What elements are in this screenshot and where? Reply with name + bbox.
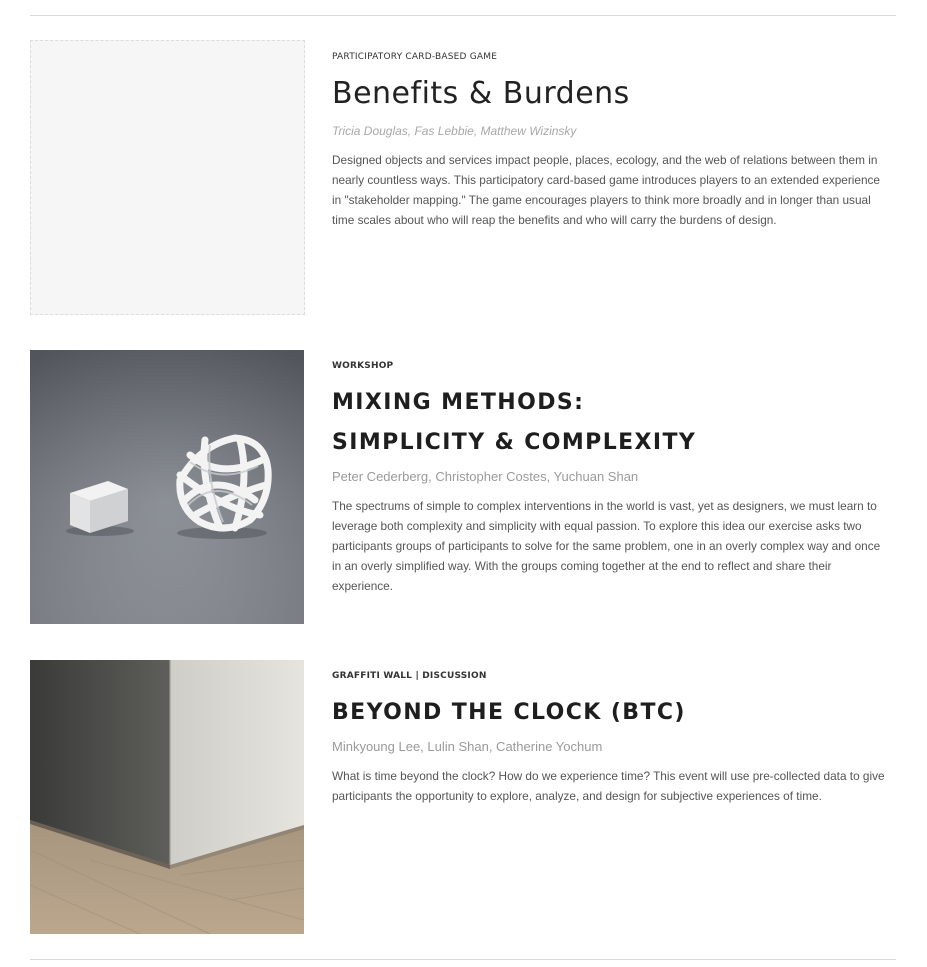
event-authors: Minkyoung Lee, Lulin Shan, Catherine Yochum xyxy=(332,739,603,754)
event-title[interactable]: BEYOND THE CLOCK (BTC) xyxy=(332,700,686,725)
bottom-divider xyxy=(30,959,896,960)
top-divider xyxy=(30,15,896,16)
event-description: What is time beyond the clock? How do we experience time? This event will use pre-collected data to give participants the opportunity to explore, analyze, and design for subjective experiences of time. xyxy=(332,769,885,803)
wall-corner-photo xyxy=(30,660,304,934)
event-entry-benefits-burdens xyxy=(30,40,896,316)
cube-sculpture-photo xyxy=(30,350,304,624)
event-entry-mixing-methods xyxy=(30,350,896,624)
event-image-placeholder[interactable] xyxy=(30,40,305,315)
event-authors: Peter Cederberg, Christopher Costes, Yuchuan Shan xyxy=(332,469,639,484)
event-image-cube-and-sculpture[interactable] xyxy=(30,350,304,624)
event-category: WORKSHOP xyxy=(332,361,394,371)
event-category: GRAFFITI WALL | DISCUSSION xyxy=(332,671,487,681)
event-authors: Tricia Douglas, Fas Lebbie, Matthew Wizinsky xyxy=(332,124,577,138)
event-category: PARTICIPATORY CARD-BASED GAME xyxy=(332,52,498,62)
event-description: The spectrums of simple to complex interventions in the world is vast, yet as designers, we must learn to leverage both complexity and simplicity with equal passion. To explore this idea our exercise asks two participants groups of participants to solve for the same problem, one in an overly complex way and once in an overly simplified way. With the groups coming together at the end to reflect and share their experience. xyxy=(332,499,881,593)
event-title-line-1: MIXING METHODS: xyxy=(332,390,585,415)
event-entry-beyond-the-clock xyxy=(30,660,896,934)
event-title[interactable] xyxy=(332,383,892,463)
event-text xyxy=(332,660,892,806)
event-description: Designed objects and services impact people, places, ecology, and the web of relations between them in nearly countless ways. This participatory card-based game introduces players to an extended experience in "stakeholder mapping." The game encourages players to think more broadly and in longer than usual time scales about who will reap the benefits and who will carry the burdens of design. xyxy=(332,153,880,227)
event-title[interactable]: Benefits & Burdens xyxy=(332,76,630,111)
event-image-wall-corner[interactable] xyxy=(30,660,304,934)
event-text xyxy=(332,40,892,230)
event-title-line-2: SIMPLICITY & COMPLEXITY xyxy=(332,430,697,455)
event-text xyxy=(332,350,892,596)
